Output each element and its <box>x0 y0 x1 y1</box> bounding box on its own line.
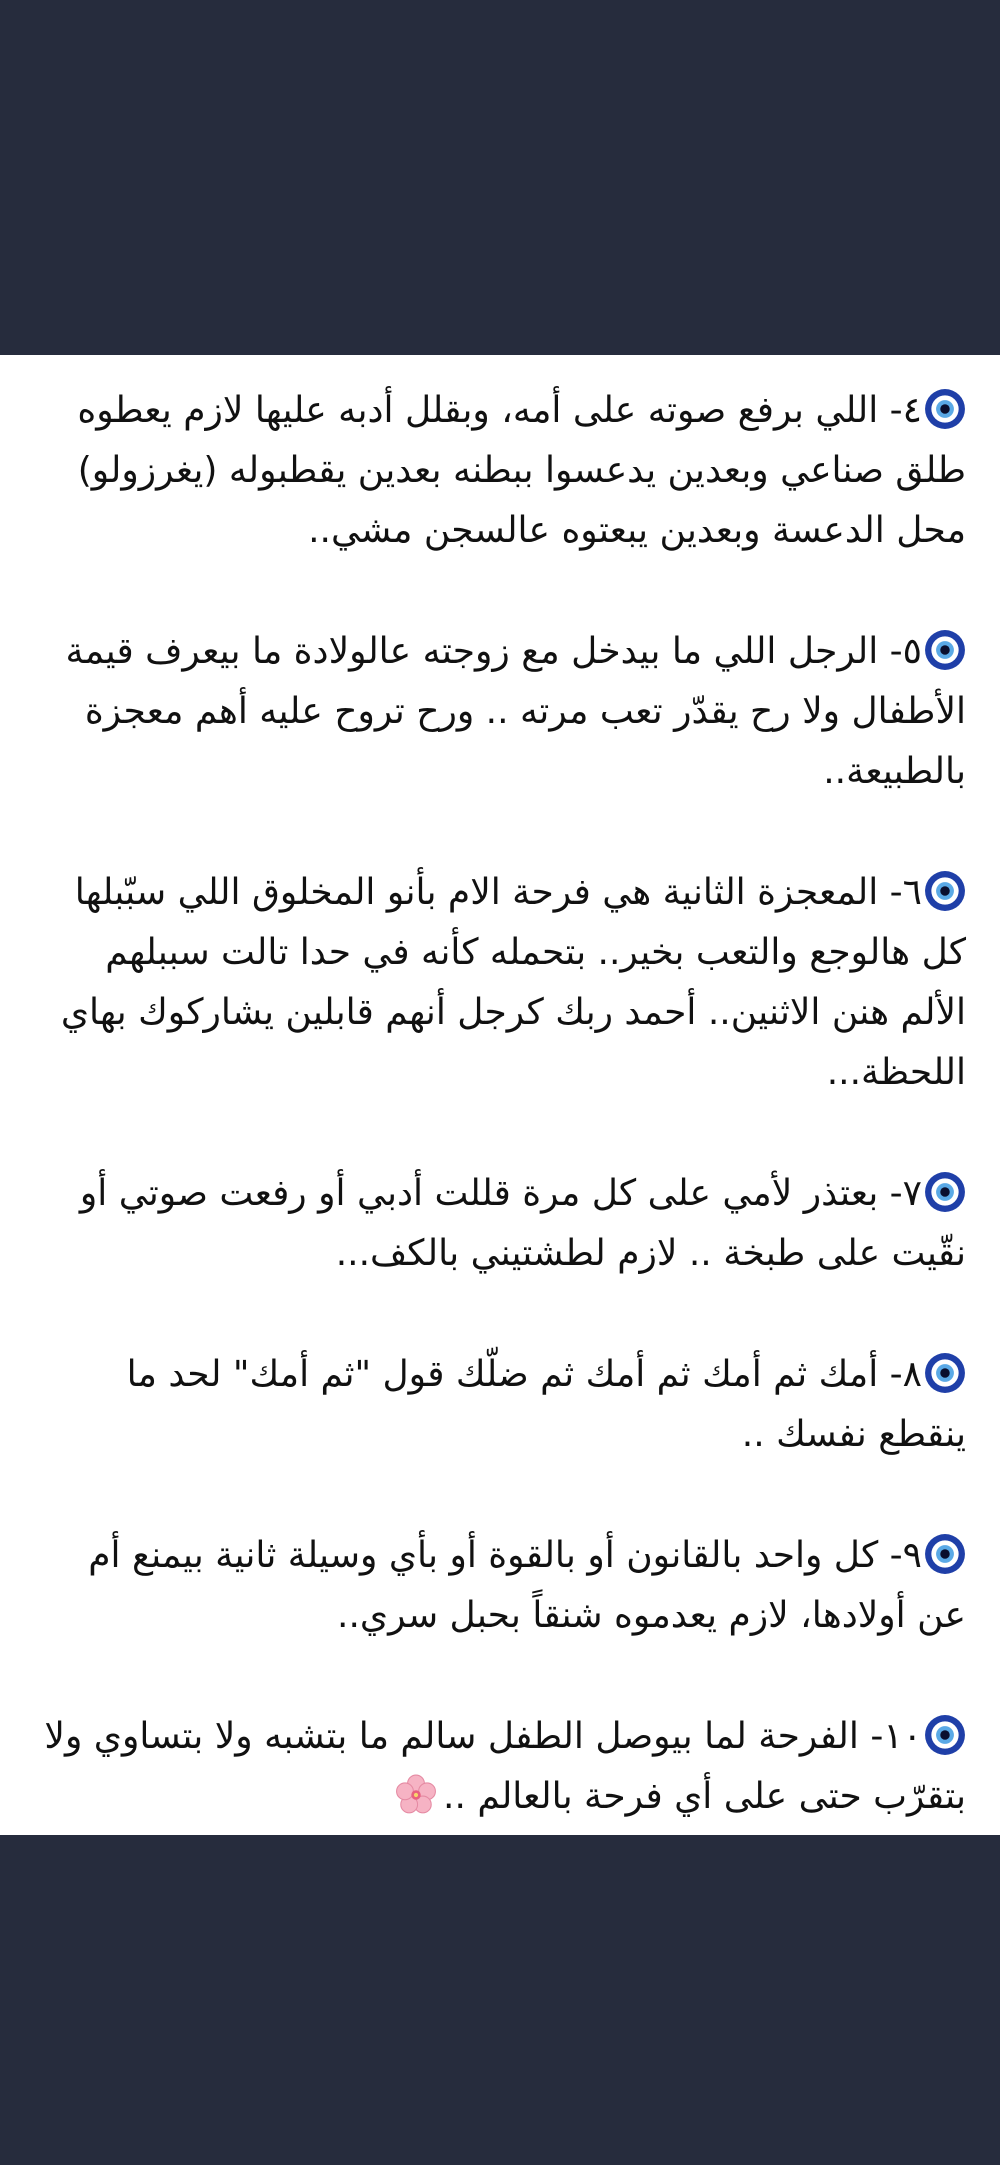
item-text: ١٠- الفرحة لما بيوصل الطفل سالم ما بتشبه ولا بتساوي ولا بتقرّب حتى على أي فرحة بالعالم .. <box>44 1716 966 1817</box>
bottom-background <box>0 1835 1000 2165</box>
nazar-evil-eye-icon <box>924 1171 966 1213</box>
item-text: ٧- بعتذر لأمي على كل مرة قللت أدبي أو رفعت صوتي أو نقّيت على طبخة .. لازم لطشتيني بالكف... <box>79 1173 966 1274</box>
item-text: ٤- اللي برفع صوته على أمه، وبقلل أدبه عليها لازم يعطوه طلق صناعي وبعدين يدعسوا ببطنه بعدين يقطبوله (يغرزولو) محل الدعسة وبعدين يبعتوه عالسجن مشي.. <box>77 390 966 551</box>
item-text: ٨- أمك ثم أمك ثم أمك ثم ضلّك قول "ثم أمك" لحد ما ينقطع نفسك .. <box>126 1354 966 1455</box>
cherry-blossom-icon <box>395 1774 437 1816</box>
item-text: ٥- الرجل اللي ما بيدخل مع زوجته عالولادة ما بيعرف قيمة الأطفال ولا رح يقدّر تعب مرته .. ورح تروح عليه أهم معجزة بالطبيعة.. <box>65 631 966 792</box>
nazar-evil-eye-icon <box>924 1352 966 1394</box>
nazar-evil-eye-icon <box>924 1533 966 1575</box>
list-item <box>34 381 966 561</box>
post-text-card <box>0 355 1000 1835</box>
item-text: ٦- المعجزة الثانية هي فرحة الام بأنو المخلوق اللي سبّبلها كل هالوجع والتعب بخير.. بتحمله كأنه في حدا تالت سببلهم الألم هنن الاثنين.. أحمد ربك كرجل أنهم قابلين يشاركوك بهاي اللحظة... <box>60 872 966 1093</box>
list-item <box>34 622 966 802</box>
list-item <box>34 1345 966 1465</box>
nazar-evil-eye-icon <box>924 1714 966 1756</box>
list-item <box>34 1164 966 1284</box>
nazar-evil-eye-icon <box>924 629 966 671</box>
nazar-evil-eye-icon <box>924 870 966 912</box>
list-item <box>34 1526 966 1646</box>
list-item <box>34 863 966 1103</box>
item-text: ٩- كل واحد بالقانون أو بالقوة أو بأي وسيلة ثانية بيمنع أم عن أولادها، لازم يعدموه شنقاً بحبل سري.. <box>88 1535 966 1636</box>
nazar-evil-eye-icon <box>924 388 966 430</box>
list-item <box>34 1707 966 1827</box>
